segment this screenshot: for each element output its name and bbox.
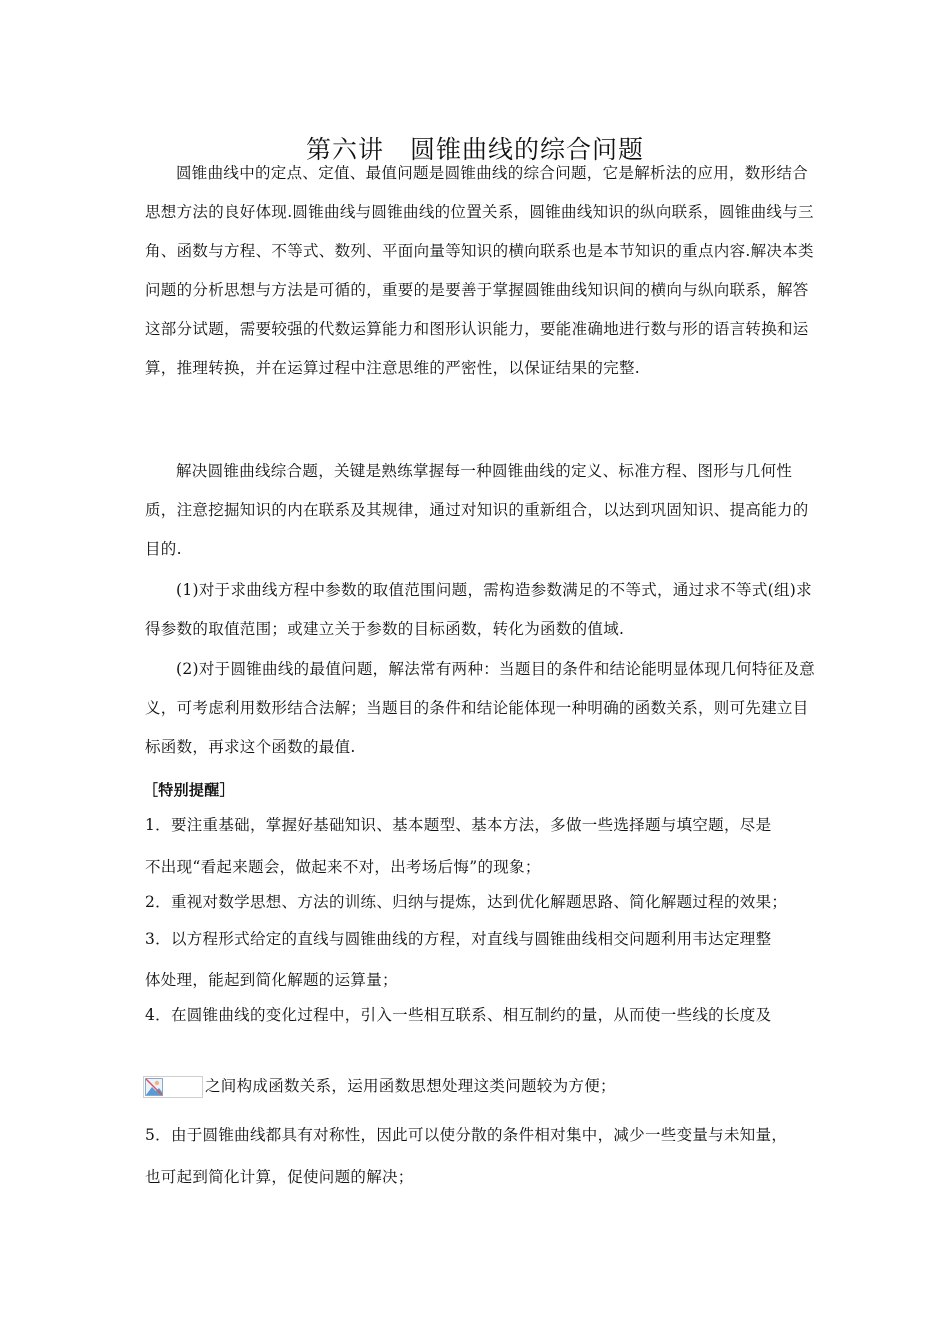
page-title: 第六讲 圆锥曲线的综合问题 [305, 135, 644, 164]
reminder-heading: ［特别提醒］ [143, 781, 235, 799]
point-2-paragraph: (2)对于圆锥曲线的最值问题，解法常有两种：当题目的条件和结论能明显体现几何特征及意义，可考虑利用数形结合法解；当题目的条件和结论能体现一种明确的函数关系，则可先建立目标函数，再求这个函数的最值. [145, 660, 816, 756]
reminder-item-5-line-2: 也可起到简化计算，促使问题的解决； [145, 1168, 414, 1186]
reminder-item-1-line-2: 不出现“看起来题会，做起来不对，出考场后悔”的现象； [145, 858, 541, 876]
reminder-item-4-line-2-row [143, 1071, 815, 1101]
reminder-item-3-line-1: 3．以方程形式给定的直线与圆锥曲线的方程，对直线与圆锥曲线相交问题利用韦达定理整 [145, 930, 772, 948]
reminder-item-3-line-2: 体处理，能起到简化解题的运算量； [145, 971, 398, 989]
key-paragraph: 解决圆锥曲线综合题，关键是熟练掌握每一种圆锥曲线的定义、标准方程、图形与几何性质，注意挖掘知识的内在联系及其规律，通过对知识的重新组合，以达到巩固知识、提高能力的目的. [145, 462, 809, 558]
intro-paragraph: 圆锥曲线中的定点、定值、最值问题是圆锥曲线的综合问题，它是解析法的应用，数形结合思想方法的良好体现.圆锥曲线与圆锥曲线的位置关系，圆锥曲线知识的纵向联系，圆锥曲线与三角、函数与方程、不等式、数列、平面向量等知识的横向联系也是本节知识的重点内容.解决本类问题的分析思想与方法是可循的，重要的是要善于掌握圆锥曲线知识间的横向与纵向联系，解答这部分试题，需要较强的代数运算能力和图形认识能力，要能准确地进行数与形的语言转换和运算，推理转换，并在运算过程中注意思维的严密性，以保证结果的完整. [145, 164, 814, 377]
reminder-item-5-line-1: 5．由于圆锥曲线都具有对称性，因此可以使分散的条件相对集中，减少一些变量与未知量， [145, 1126, 788, 1144]
point-1-paragraph: (1)对于求曲线方程中参数的取值范围问题，需构造参数满足的不等式，通过求不等式(组)求得参数的取值范围；或建立关于参数的目标函数，转化为函数的值域. [145, 581, 812, 638]
reminder-item-4-line-2: 之间构成函数关系，运用函数思想处理这类问题较为方便； [205, 1077, 616, 1095]
reminder-item-1-line-1: 1．要注重基础，掌握好基础知识、基本题型、基本方法，多做一些选择题与填空题，尽是 [145, 816, 772, 834]
broken-image-icon [143, 1076, 203, 1098]
reminder-item-2: 2．重视对数学思想、方法的训练、归纳与提炼，达到优化解题思路、简化解题过程的效果； [145, 893, 788, 911]
reminder-item-4-line-1: 4．在圆锥曲线的变化过程中，引入一些相互联系、相互制约的量，从而使一些线的长度及 [145, 1006, 772, 1024]
